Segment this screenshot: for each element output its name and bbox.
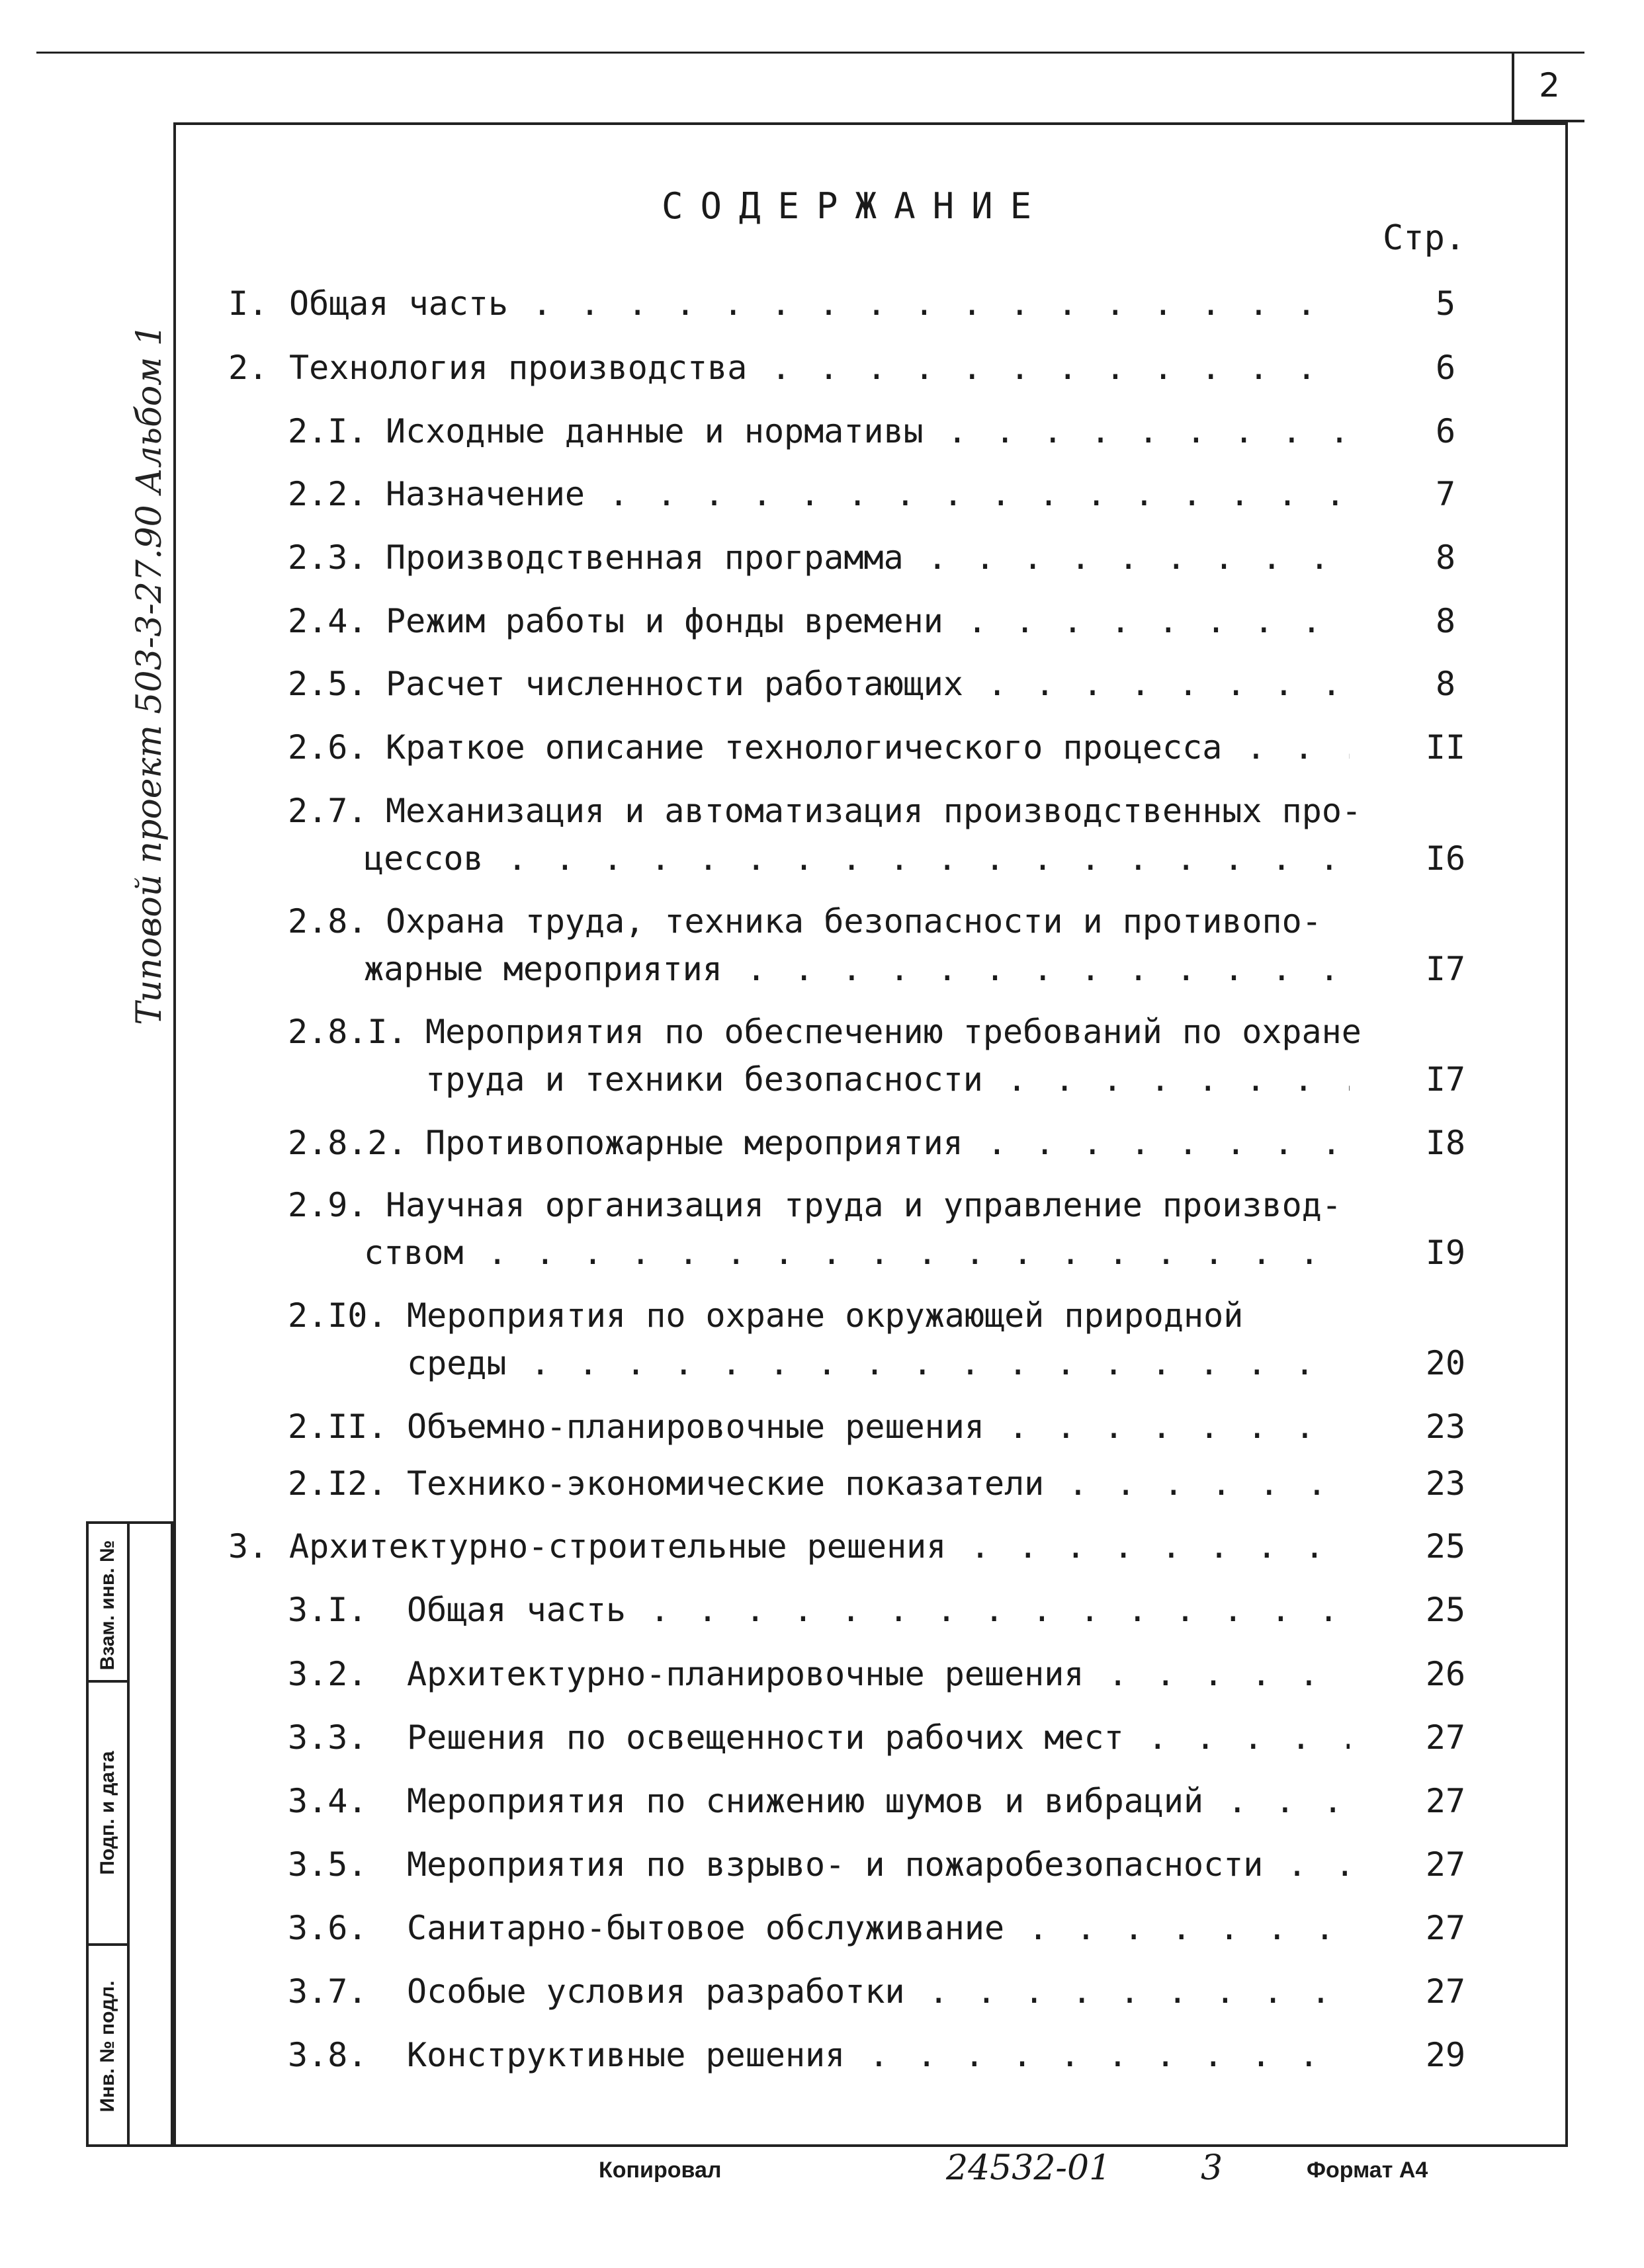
toc-entry bbox=[0, 724, 1644, 771]
toc-entry-number: I. bbox=[228, 284, 269, 323]
toc-entry-title: Мероприятия по обеспечению требований по охране bbox=[425, 1013, 1362, 1051]
toc-entry bbox=[0, 2031, 1644, 2079]
toc-entry-page: 27 bbox=[1425, 1718, 1466, 1757]
toc-entry bbox=[0, 1650, 1644, 1698]
toc-entry-title: Технико-экономические показатели . . . bbox=[407, 1460, 1350, 1507]
toc-title: СОДЕРЖАНИЕ bbox=[662, 185, 1049, 227]
toc-entry-title: Краткое описание технологического процесса . . . bbox=[386, 724, 1350, 771]
toc-entry-title: Архитектурно-строительные решения . . . bbox=[289, 1523, 1350, 1570]
toc-entry-title: ством . . . bbox=[364, 1229, 1350, 1277]
toc-entry-number: 2.I0. bbox=[288, 1296, 388, 1335]
toc-entry-number: 3.5. bbox=[288, 1845, 368, 1884]
toc-entry bbox=[0, 898, 1644, 993]
footer-copied-label: Копировал bbox=[599, 2158, 722, 2183]
page-number: 2 bbox=[1539, 66, 1560, 105]
stamp-sign-date: Подп. и дата bbox=[97, 1751, 118, 1875]
toc-entry-number: 3. bbox=[228, 1527, 269, 1566]
stamp-original-inv-no: Инв. № подл. bbox=[97, 1980, 118, 2113]
toc-entry bbox=[0, 787, 1644, 882]
page-number-box bbox=[1512, 52, 1584, 122]
toc-entry-number: 2.8.I. bbox=[288, 1013, 408, 1051]
toc-entry-page: 6 bbox=[1435, 412, 1456, 450]
toc-entry-page: 20 bbox=[1425, 1344, 1466, 1382]
toc-entry-page: 27 bbox=[1425, 1972, 1466, 2011]
toc-entry-title: Противопожарные мероприятия . . . bbox=[425, 1119, 1350, 1167]
toc-entry-page: I7 bbox=[1425, 950, 1466, 988]
toc-entry-title: Объемно-планировочные решения . . . bbox=[407, 1403, 1350, 1450]
toc-entry-page: 8 bbox=[1435, 602, 1456, 640]
toc-entry-title: Общая часть . . . bbox=[289, 280, 1350, 327]
toc-entry-number: 3.8. bbox=[288, 2036, 368, 2074]
toc-entry-title: жарные мероприятия . . . bbox=[364, 945, 1350, 993]
toc-entry bbox=[0, 534, 1644, 581]
toc-entry-title: Мероприятия по снижению шумов и вибраций . . . bbox=[407, 1777, 1350, 1825]
toc-entry-title: Мероприятия по охране окружающей природной bbox=[407, 1296, 1244, 1335]
toc-entry-title: Охрана труда, техника безопасности и противопо- bbox=[386, 902, 1322, 941]
toc-entry-page: 25 bbox=[1425, 1527, 1466, 1566]
toc-entry bbox=[0, 407, 1644, 455]
toc-entry-page: I6 bbox=[1425, 839, 1466, 878]
toc-entry-page: I9 bbox=[1425, 1234, 1466, 1272]
toc-entry bbox=[0, 344, 1644, 392]
toc-entry-page: 29 bbox=[1425, 2036, 1466, 2074]
toc-entry bbox=[0, 1119, 1644, 1167]
toc-entry-number: 2.2. bbox=[288, 475, 368, 513]
toc-entry bbox=[0, 1904, 1644, 1952]
toc-entry-title: Научная организация труда и управление производ- bbox=[386, 1186, 1342, 1224]
toc-entry-title: Производственная программа . . . bbox=[386, 534, 1350, 581]
toc-entry-page: 23 bbox=[1425, 1464, 1466, 1503]
toc-entry-number: 2.II. bbox=[288, 1407, 388, 1446]
toc-entry bbox=[0, 1008, 1644, 1103]
toc-entry-number: 3.2. bbox=[288, 1655, 368, 1693]
footer-document-number: 24532-01 bbox=[946, 2148, 1111, 2188]
toc-entry-number: 2.5. bbox=[288, 665, 368, 703]
toc-entry-title: Особые условия разработки . . . bbox=[407, 1968, 1350, 2015]
toc-entry-page: 25 bbox=[1425, 1591, 1466, 1629]
stamp-replaced-inv-no: Взам. инв. № bbox=[97, 1540, 118, 1671]
toc-entry-title: Расчет численности работающих . . . bbox=[386, 660, 1350, 708]
toc-entry-page: 27 bbox=[1425, 1845, 1466, 1884]
footer-format-label: Формат А4 bbox=[1307, 2158, 1428, 2183]
toc-entry bbox=[0, 1292, 1644, 1387]
toc-entry-title: труда и техники безопасности . . . bbox=[425, 1056, 1350, 1103]
toc-entry-number: 2.4. bbox=[288, 602, 368, 640]
toc-entry bbox=[0, 660, 1644, 708]
toc-entry-number: 3.4. bbox=[288, 1782, 368, 1820]
toc-entry-title: Архитектурно-планировочные решения . . . bbox=[407, 1650, 1350, 1698]
toc-entry-title: Санитарно-бытовое обслуживание . . . bbox=[407, 1904, 1350, 1952]
toc-entry-page: I7 bbox=[1425, 1060, 1466, 1099]
toc-entry-title: Конструктивные решения . . . bbox=[407, 2031, 1350, 2079]
page-column-header: Стр. bbox=[1383, 218, 1466, 258]
toc-entry-title: Мероприятия по взрыво- и пожаробезопасности . . . bbox=[407, 1841, 1350, 1888]
toc-entry bbox=[0, 1714, 1644, 1761]
toc-entry-number: 2.9. bbox=[288, 1186, 368, 1224]
toc-entry bbox=[0, 280, 1644, 327]
toc-entry-page: 7 bbox=[1435, 475, 1456, 513]
toc-entry-number: 3.7. bbox=[288, 1972, 368, 2011]
toc-entry-number: 3.6. bbox=[288, 1909, 368, 1947]
toc-entry-page: 5 bbox=[1435, 284, 1456, 323]
margin-project-note: Типовой проект 503-3-27.90 Альбом 1 bbox=[130, 324, 169, 1025]
toc-entry-title: среды . . . bbox=[407, 1339, 1350, 1387]
toc-entry-page: I8 bbox=[1425, 1124, 1466, 1162]
toc-entry-number: 2.I. bbox=[288, 412, 368, 450]
toc-entry-title: Общая часть . . . bbox=[407, 1586, 1350, 1634]
toc-entry-title: Назначение . . . bbox=[386, 470, 1350, 518]
toc-entry-number: 2.I2. bbox=[288, 1464, 388, 1503]
toc-entry-number: 3.3. bbox=[288, 1718, 368, 1757]
toc-entry bbox=[0, 1403, 1644, 1450]
top-rule bbox=[36, 52, 1584, 54]
toc-entry-title: Механизация и автоматизация производственных про- bbox=[386, 792, 1362, 830]
toc-entry-title: Режим работы и фонды времени . . . bbox=[386, 597, 1350, 645]
footer-sheet-number: 3 bbox=[1201, 2148, 1223, 2188]
toc-entry-page: 26 bbox=[1425, 1655, 1466, 1693]
toc-entry bbox=[0, 1523, 1644, 1570]
toc-entry bbox=[0, 1777, 1644, 1825]
toc-entry-title: Исходные данные и нормативы . . . bbox=[386, 407, 1350, 455]
toc-entry bbox=[0, 1968, 1644, 2015]
toc-entry bbox=[0, 1841, 1644, 1888]
toc-entry-number: 2.6. bbox=[288, 728, 368, 767]
toc-entry-page: 6 bbox=[1435, 349, 1456, 387]
toc-entry bbox=[0, 1586, 1644, 1634]
toc-entry-number: 2. bbox=[228, 349, 269, 387]
toc-entry-page: II bbox=[1425, 728, 1466, 767]
toc-entry bbox=[0, 470, 1644, 518]
toc-entry bbox=[0, 1181, 1644, 1277]
toc-entry bbox=[0, 597, 1644, 645]
toc-entry-title: цессов . . . bbox=[364, 835, 1350, 882]
toc-entry-page: 27 bbox=[1425, 1909, 1466, 1947]
toc-entry-page: 8 bbox=[1435, 538, 1456, 577]
toc-entry-number: 2.7. bbox=[288, 792, 368, 830]
toc-entry-page: 8 bbox=[1435, 665, 1456, 703]
toc-entry-number: 2.8.2. bbox=[288, 1124, 408, 1162]
toc-entry-title: Технология производства . . . bbox=[289, 344, 1350, 392]
toc-entry-page: 27 bbox=[1425, 1782, 1466, 1820]
toc-entry-number: 2.8. bbox=[288, 902, 368, 941]
toc-entry bbox=[0, 1460, 1644, 1507]
toc-entry-title: Решения по освещенности рабочих мест . . . bbox=[407, 1714, 1350, 1761]
toc-entry-page: 23 bbox=[1425, 1407, 1466, 1446]
toc-entry-number: 2.3. bbox=[288, 538, 368, 577]
toc-entry-number: 3.I. bbox=[288, 1591, 368, 1629]
